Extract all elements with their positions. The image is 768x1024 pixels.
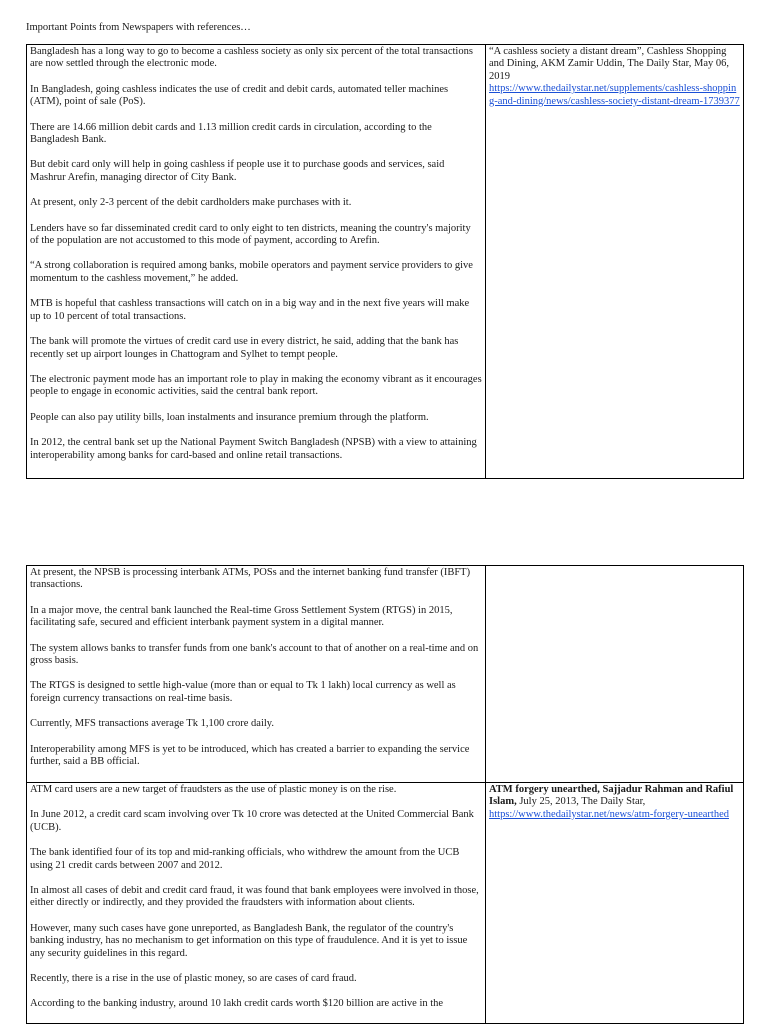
paragraph-list [27,783,485,1015]
paragraph: Bangladesh has a long way to go to become a cashless society as only six percent of the total transactions are now settled through the electronic mode. [30,46,473,70]
paragraph: But debit card only will help in going cashless if people use it to purchase goods and services, said Mashrur Arefin, managing director of City Bank. [30,159,445,183]
notes-cell [27,45,486,479]
paragraph: Currently, MFS transactions average Tk 1,100 crore daily. [30,718,274,730]
table-row [27,566,744,783]
paragraph: MTB is hopeful that cashless transactions will catch on in a big way and in the next five years will make up to 10 percent of total transactions. [30,298,470,322]
reference-cell [486,783,744,1024]
paragraph: The electronic payment mode has an important role to play in making the economy vibrant as it encourages people to engage in economic activities, said the central bank report. [30,373,482,398]
paragraph: However, many such cases have gone unreported, as Bangladesh Bank, the regulator of the country's banking industry, has no mechanism to get information on this type of fraudulence. And it is yet to issue any security guidelines in this regard. [30,922,468,959]
reference-link[interactable]: https://www.thedailystar.net/supplements/cashless-shopping-and-dining/news/cashless-society-distant-dream-1739377 [489,83,740,107]
paragraph: In Bangladesh, going cashless indicates the use of credit and debit cards, automated teller machines (ATM), point of sale (PoS). [30,83,449,108]
notes-cell [27,566,486,783]
reference-cell [486,45,744,479]
table-row [27,783,744,1024]
paragraph: The RTGS is designed to settle high-value (more than or equal to Tk 1 lakh) local currency as well as foreign currency transactions on real-time basis. [30,680,456,704]
page-heading: Important Points from Newspapers with references… [26,22,251,33]
paragraph-list [27,566,485,772]
paragraph: There are 14.66 million debit cards and 1.13 million credit cards in circulation, according to the Bangladesh Bank. [30,121,432,146]
paragraph: Interoperability among MFS is yet to be introduced, which has created a barrier to expanding the service further, said a BB official. [30,743,470,768]
paragraph: People can also pay utility bills, loan instalments and insurance premium through the platform. [30,411,429,423]
paragraph: At present, only 2-3 percent of the debit cardholders make purchases with it. [30,197,352,209]
paragraph: ATM card users are a new target of fraudsters as the use of plastic money is on the rise. [30,784,397,795]
paragraph: In June 2012, a credit card scam involving over Tk 10 crore was detected at the United Commercial Bank (UCB). [30,809,474,833]
paragraph: In a major move, the central bank launched the Real-time Gross Settlement System (RTGS) in 2015, facilitating safe, secured and efficient interbank payment system in a digital manner. [30,604,453,629]
notes-cell [27,783,486,1024]
paragraph: At present, the NPSB is processing interbank ATMs, POSs and the internet banking fund transfer (IBFT) transactions. [30,567,471,591]
paragraph: The bank will promote the virtues of credit card use in every district, he said, adding that the bank has recently set up airport lounges in Chattogram and Sylhet to tempt people. [30,336,459,360]
reference-text: July 25, 2013, The Daily Star, [516,796,646,808]
paragraph: In almost all cases of debit and credit card fraud, it was found that bank employees were involved in those, either directly or indirectly, and they provided the fraudsters with information about clients. [30,885,479,909]
reference-link[interactable]: https://www.thedailystar.net/news/atm-forgery-unearthed [489,808,729,820]
reference-cell [486,566,744,783]
reference-title: ATM forgery unearthed, Sajjadur Rahman and Rafiul Islam, [489,784,734,808]
paragraph: In 2012, the central bank set up the National Payment Switch Bangladesh (NPSB) with a view to attaining interoperability among banks for card-based and online retail transactions. [30,437,477,461]
paragraph: The bank identified four of its top and mid-ranking officials, who withdrew the amount from the UCB using 21 credit cards between 2007 and 2012. [30,847,460,871]
paragraph: Recently, there is a rise in the use of plastic money, so are cases of card fraud. [30,973,357,985]
table-row [27,45,744,479]
notes-table-1 [26,44,744,479]
notes-table-2 [26,565,744,1024]
paragraph-list [27,45,485,466]
paragraph: Lenders have so far disseminated credit card to only eight to ten districts, meaning the country's majority of the population are not accustomed to this mode of payment, according to Arefin. [30,222,471,247]
paragraph: The system allows banks to transfer funds from one bank's account to that of another on a real-time and on gross basis. [30,642,479,667]
reference-text: “A cashless society a distant dream”, Cashless Shopping and Dining, AKM Zamir Uddin, The Daily Star, May 06, 2019 [489,46,729,82]
paragraph: “A strong collaboration is required among banks, mobile operators and payment service providers to give momentum to the cashless movement,” he added. [30,260,473,284]
paragraph: According to the banking industry, around 10 lakh credit cards worth $120 billion are active in the [30,998,444,1010]
